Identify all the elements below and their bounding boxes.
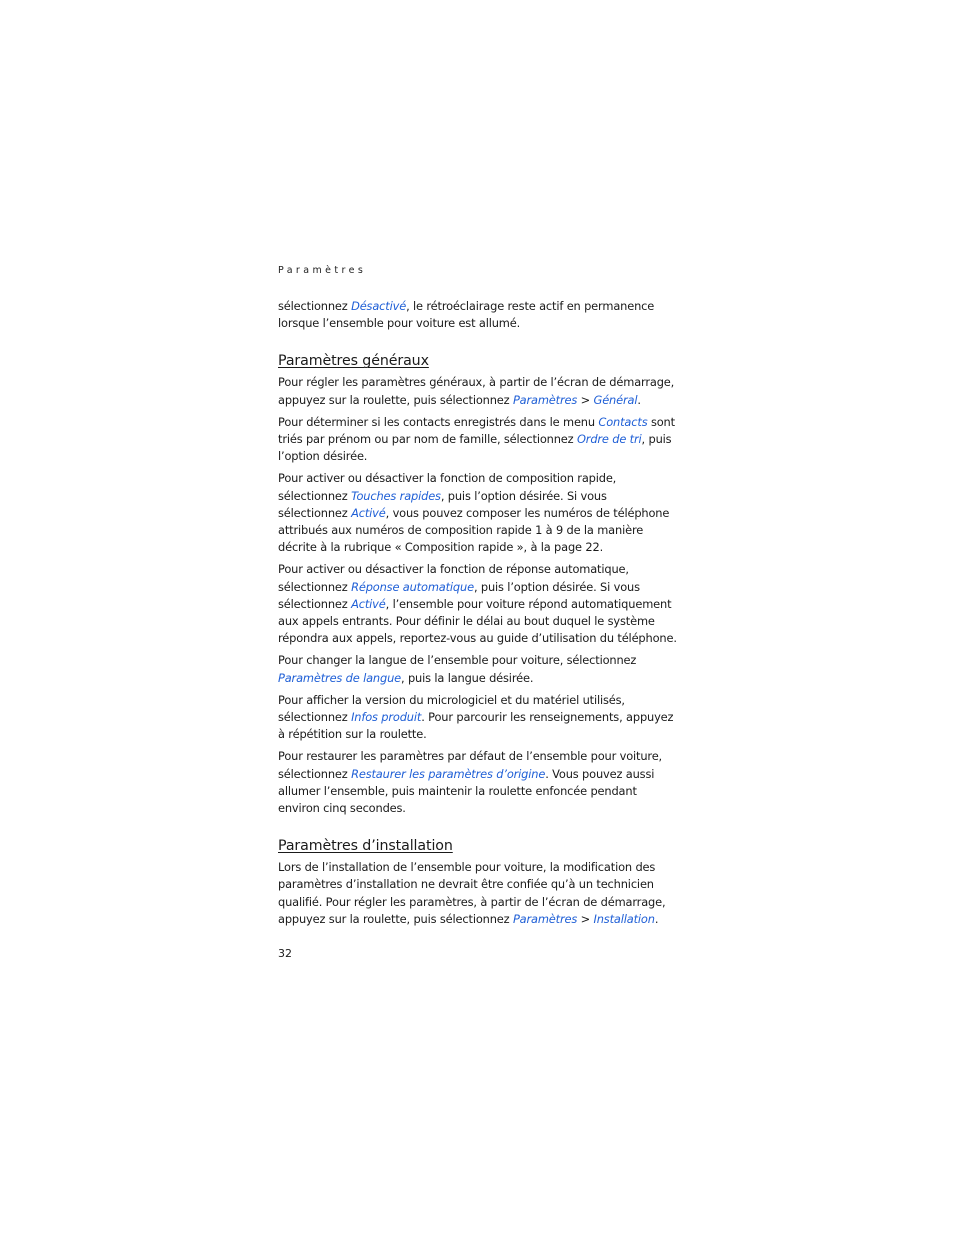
menu-general: Général	[593, 392, 638, 407]
paragraph-contacts-sort: Pour déterminer si les contacts enregistrés dans le menu Contacts sont triés par prénom ou par nom de famille, sélectionnez Ordre de tri, puis l’option désirée.	[278, 414, 675, 464]
option-active: Activé	[351, 505, 386, 520]
page-content	[278, 298, 678, 933]
page-number: 32	[278, 947, 292, 960]
option-infos-produit: Infos produit	[351, 710, 422, 725]
paragraph-auto-answer: Pour activer ou désactiver la fonction de réponse automatique, sélectionnez Réponse automatique, puis l’option désirée. Si vous sélectionnez Activé, l’ensemble pour voiture répond automatiquement aux appels entrants. Pour définir le délai au bout duquel le système répondra aux appels, reportez-vous au guide d’utilisation du téléphone.	[278, 562, 677, 646]
paragraph-general-access: Pour régler les paramètres généraux, à partir de l’écran de démarrage, appuyez sur la roulette, puis sélectionnez Paramètres > Général.	[278, 375, 675, 407]
menu-parametres: Paramètres	[512, 911, 578, 926]
running-header: Paramètres	[278, 265, 367, 276]
section-title-parametres-generaux: Paramètres généraux	[278, 353, 429, 370]
paragraph-restore-defaults: Pour restaurer les paramètres par défaut de l’ensemble pour voiture, sélectionnez Restaurer les paramètres d’origine. Vous pouvez aussi allumer l’ensemble, puis maintenir la roulette enfoncée pendant environ cinq secondes.	[278, 749, 663, 816]
menu-installation: Installation	[593, 911, 655, 926]
option-desactive: Désactivé	[351, 299, 407, 313]
section-title-parametres-installation: Paramètres d’installation	[278, 838, 453, 855]
option-active: Activé	[351, 596, 386, 611]
option-ordre-de-tri: Ordre de tri	[576, 432, 642, 447]
option-restaurer-parametres: Restaurer les paramètres d’origine	[351, 766, 546, 781]
intro-paragraph: sélectionnez Désactivé, le rétroéclairage reste actif en permanence lorsque l’ensemble pour voiture est allumé.	[278, 299, 655, 331]
paragraph-speed-dial: Pour activer ou désactiver la fonction de composition rapide, sélectionnez Touches rapides, puis l’option désirée. Si vous sélectionnez Activé, vous pouvez composer les numéros de téléphone attribués aux numéros de composition rapide 1 à 9 de la manière décrite à la rubrique « Composition rapide », à la page 22.	[278, 471, 670, 555]
menu-contacts: Contacts	[598, 414, 648, 429]
paragraph-language: Pour changer la langue de l’ensemble pour voiture, sélectionnez Paramètres de langue, puis la langue désirée.	[278, 653, 637, 685]
paragraph-product-info: Pour afficher la version du micrologiciel et du matériel utilisés, sélectionnez Infos produit. Pour parcourir les renseignements, appuyez à répétition sur la roulette.	[278, 692, 674, 742]
option-parametres-de-langue: Paramètres de langue	[278, 670, 402, 685]
paragraph-installation: Lors de l’installation de l’ensemble pour voiture, la modification des paramètres d’installation ne devrait être confiée qu’à un technicien qualifié. Pour régler les paramètres, à partir de l’écran de démarrage, appuyez sur la roulette, puis sélectionnez Paramètres > Installation.	[278, 860, 666, 926]
option-reponse-automatique: Réponse automatique	[351, 579, 474, 594]
option-touches-rapides: Touches rapides	[351, 488, 441, 503]
menu-parametres: Paramètres	[512, 392, 578, 407]
